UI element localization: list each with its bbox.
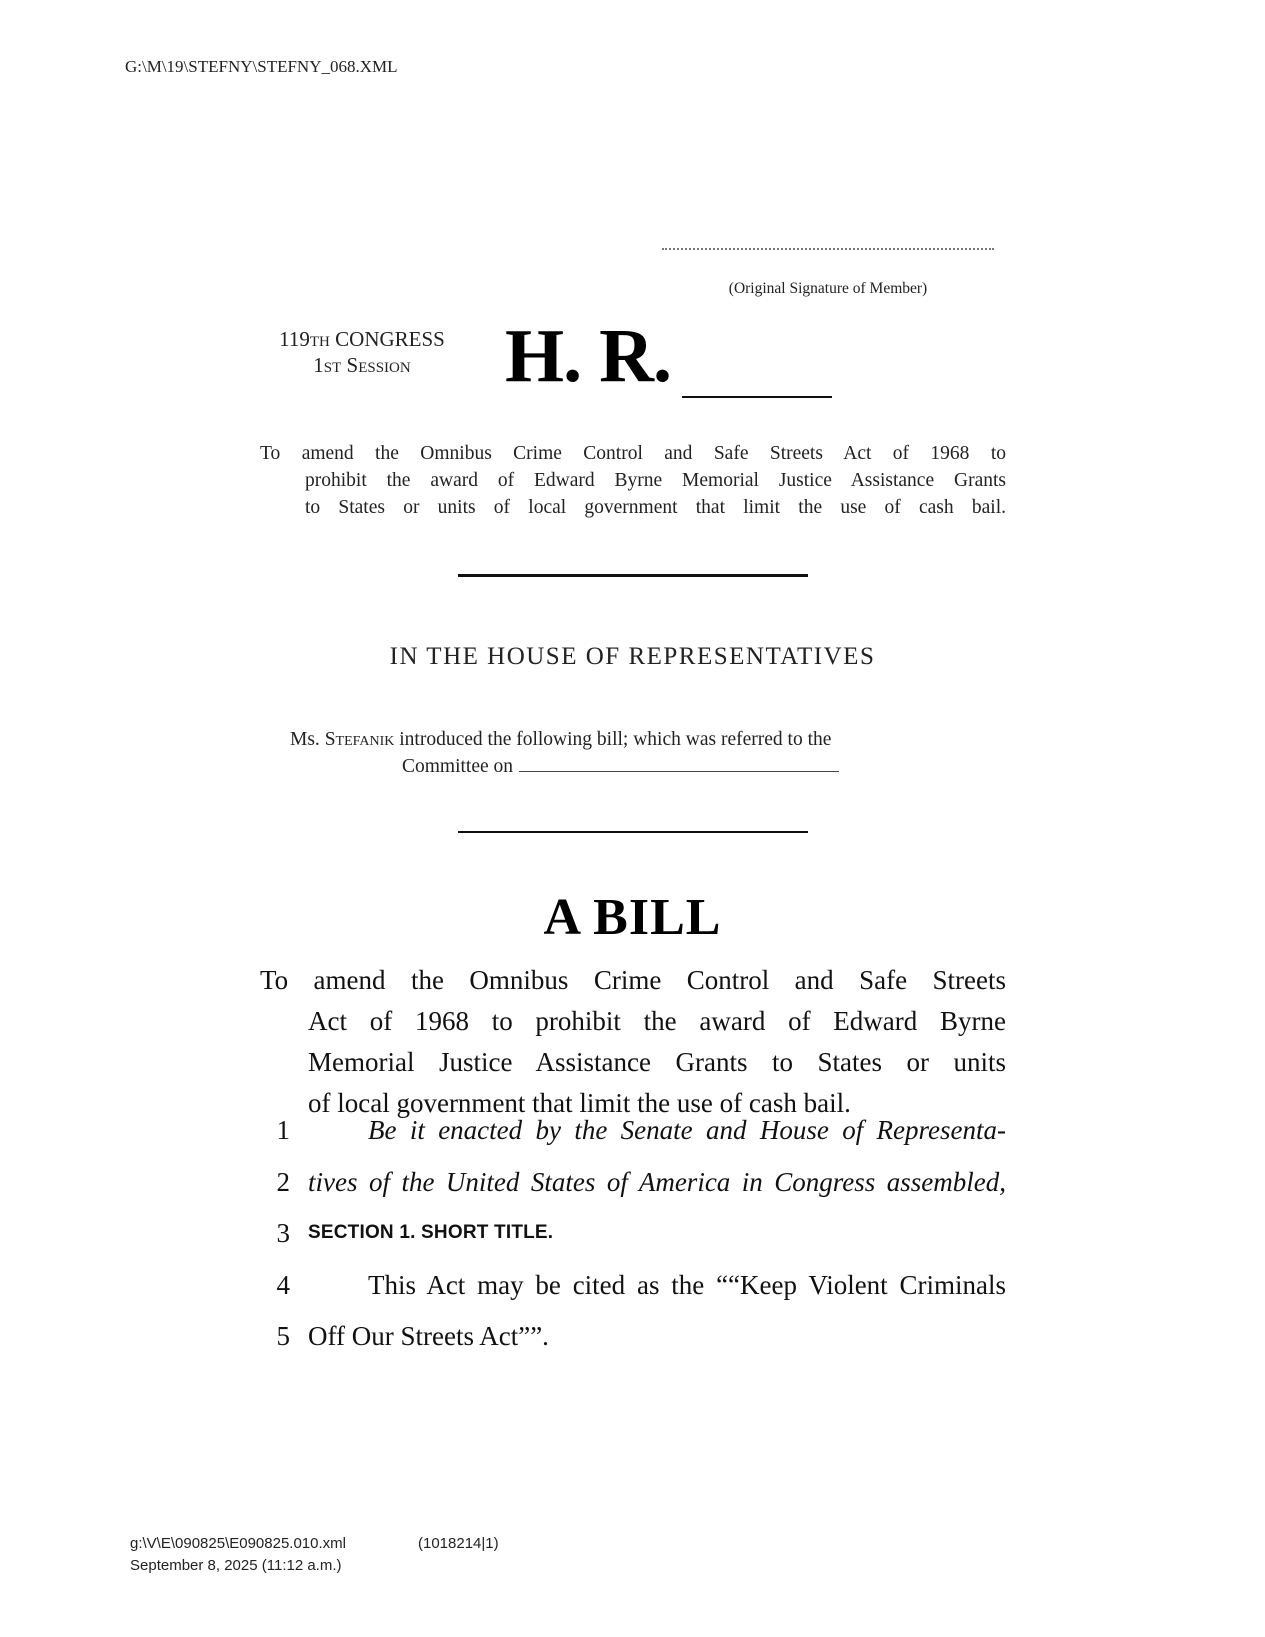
long-title-line: Act of 1968 to prohibit the award of Edward Byrne <box>308 1006 1006 1036</box>
short-title-line: to States or units of local government that limit the use of cash bail. <box>305 497 1006 518</box>
short-title-block <box>260 440 1006 521</box>
signature-label: (Original Signature of Member) <box>728 280 928 297</box>
session-line <box>253 354 471 380</box>
session-number: 1 <box>313 353 324 377</box>
committee-line <box>290 753 975 780</box>
sponsor-name: Stefanik <box>324 729 395 750</box>
footer-file-path: g:\V\E\090825\E090825.010.xml <box>130 1535 346 1552</box>
divider-rule <box>458 574 808 577</box>
divider-rule <box>458 831 808 833</box>
congress-word: CONGRESS <box>335 327 445 351</box>
short-title-line: To amend the Omnibus Crime Control and Safe Streets Act of 1968 to <box>260 443 1006 464</box>
congress-line <box>253 328 471 354</box>
bill-designation: H. R. <box>505 314 671 398</box>
long-title-block <box>260 960 1006 1124</box>
session-suffix: ST <box>323 360 342 376</box>
line-number: 4 <box>276 1270 290 1300</box>
introduction-statement <box>290 726 975 780</box>
footer-date: September 8, 2025 (11:12 a.m.) <box>130 1557 342 1574</box>
committee-label: Committee on <box>402 756 514 777</box>
congress-number: 119 <box>279 327 310 351</box>
bill-number-blank <box>682 396 832 398</box>
congress-suffix: TH <box>309 334 330 350</box>
line-number: 1 <box>276 1115 290 1145</box>
chamber-heading: IN THE HOUSE OF REPRESENTATIVES <box>389 643 876 670</box>
enacting-clause: tives of the United States of America in Congress assembled, <box>308 1167 1006 1197</box>
section-text: This Act may be cited as the ““Keep Violent Criminals <box>368 1270 1006 1300</box>
bill-line-1 <box>260 1113 1006 1147</box>
short-title-line: prohibit the award of Edward Byrne Memorial Justice Assistance Grants <box>305 470 1006 491</box>
signature-line <box>662 248 994 250</box>
long-title-line: Memorial Justice Assistance Grants to States or units <box>308 1047 1006 1077</box>
section-text: Off Our Streets Act””. <box>308 1321 549 1351</box>
bill-line-4 <box>260 1268 1006 1302</box>
line-number: 5 <box>276 1321 290 1351</box>
bill-line-3 <box>260 1216 1006 1250</box>
line-number: 2 <box>276 1167 290 1197</box>
footer-document-id: (1018214|1) <box>418 1535 499 1552</box>
bill-heading: A BILL <box>543 889 722 946</box>
section-heading: SECTION 1. SHORT TITLE. <box>308 1222 554 1243</box>
bill-line-2 <box>260 1165 1006 1199</box>
bill-line-5 <box>260 1319 1006 1353</box>
session-word: Session <box>346 353 411 377</box>
document-file-path: G:\M\19\STEFNY\STEFNY_068.XML <box>125 57 398 76</box>
line-number: 3 <box>276 1218 290 1248</box>
introduction-text: introduced the following bill; which was referred to the <box>399 729 832 750</box>
committee-blank <box>519 753 839 772</box>
enacting-clause: Be it enacted by the Senate and House of Representa- <box>368 1115 1006 1145</box>
long-title-line: of local government that limit the use of cash bail. <box>308 1088 851 1118</box>
sponsor-title: Ms. <box>290 729 320 750</box>
congress-session-block <box>253 328 471 380</box>
long-title-line: To amend the Omnibus Crime Control and Safe Streets <box>260 965 1006 995</box>
